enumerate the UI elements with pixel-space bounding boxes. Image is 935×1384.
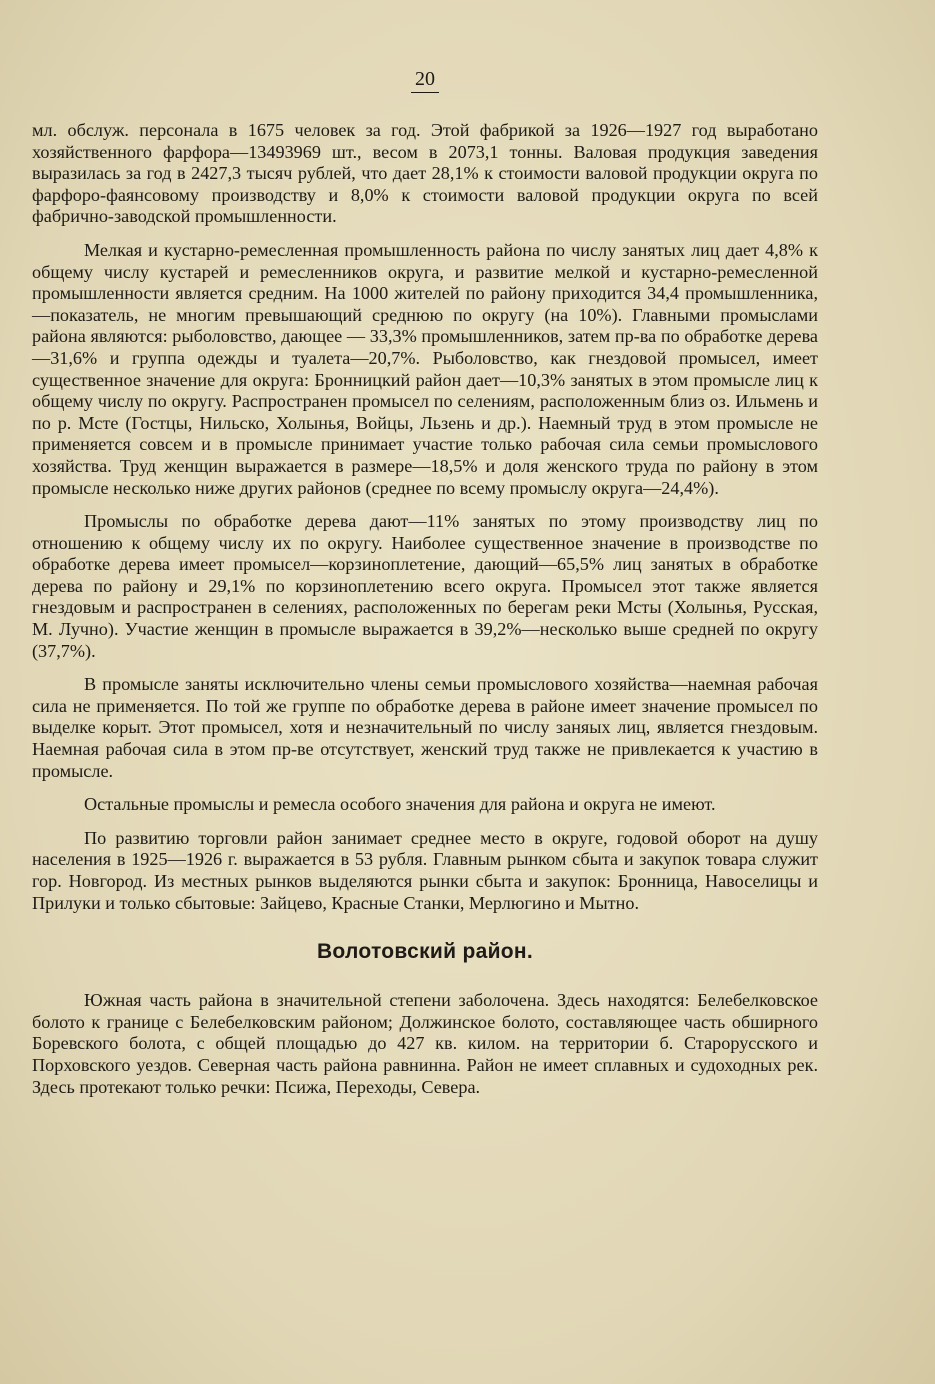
paragraph-trade: По развитию торговли район занимает среднее место в округе, годовой оборот на душу населения в 1925—1926 г. выражается в 53 рубля. Главным рынком сбыта и закупок товара служит гор. Новгород. Из местных рынков выделяются рынки сбыта и закупок: Бронница, Навоселицы и Прилуки и только сбытовые: Зайцево, Красные Станки, Мерлюгино и Мытно. bbox=[32, 827, 818, 913]
paragraph-small-industry: Мелкая и кустарно-ремесленная промышленность района по числу занятых лиц дает 4,8% к общему числу кустарей и ремесленников округа, и развитие мелкой и кустарно-ремесленной промышленности является средним. На 1000 жителей по району приходится 34,4 промышленника,—показатель, не многим превышающий среднюю по округу (на 10%). Главными промыслами района являются: рыболовство, дающее — 33,3% промышленников, затем пр-ва по обработке дерева—31,6% и группа одежды и туалета—20,7%. Рыболовство, как гнездовой промысел, имеет существенное значение для округа: Бронницкий район дает—10,3% занятых в этом промысле лиц к общему числу по округу. Распространен промысел по селениям, расположенным близ оз. Ильмень и по р. Мсте (Гостцы, Нильско, Холынья, Войцы, Льзень и др.). Наемный труд в этом промысле не применяется совсем и в промысле принимает участие только рабочая сила семьи промыслового хозяйства. Труд женщин выражается в размере—18,5% и доля женского труда по району в этом промысле несколько ниже других районов (среднее по всему промыслу округа—24,4%). bbox=[32, 239, 818, 498]
paragraph-woodworking: Промыслы по обработке дерева дают—11% занятых по этому производству лиц по отношению к общему числу их по округу. Наиболее существенное значение в производстве по обработке дерева имеет промысел—корзиноплетение, дающий—65,5% лиц занятых в обработке дерева по району и 29,1% по корзиноплетению всего округа. Промысел этот также является гнездовым и распространен в селениях, расположенных по берегам реки Мсты (Холынья, Русская, М. Лучно). Участие женщин в промысле выражается в 39,2%—несколько выше средней по округу (37,7%). bbox=[32, 511, 818, 661]
paragraph-family-labor: В промысле заняты исключительно члены семьи промыслового хозяйства—наемная рабочая сила не применяется. По той же группе по обработке дерева в районе имеет значение промысел по выделке корыт. Этот промысел, хотя и незначительный по числу заняых лиц, является гнездовым. Наемная рабочая сила в этом пр-ве отсутствует, женский труд также не привлекается к участию в промысле. bbox=[32, 674, 818, 781]
page-number bbox=[0, 68, 850, 91]
paragraph-porcelain-factory: мл. обслуж. персонала в 1675 человек за год. Этой фабрикой за 1926—1927 год выработано хозяйственного фарфора—13493969 шт., весом в 2073,1 тонны. Валовая продукция заведения выразилась за год в 2427,3 тысяч рублей, что дает 28,1% к стоимости валовой продукции округа по фарфоро-фаянсовому производству и 8,0% к стоимости валовой продукции округа по всей фабрично-заводской промышленности. bbox=[32, 120, 818, 227]
paragraph-volotovsky-geography: Южная часть района в значительной степени заболочена. Здесь находятся: Белебелковское болото к границе с Белебелковским районом; Должинское болото, составляющее часть обширного Боревского болота, с общей площадью до 427 кв. килом. на территории б. Старорусского и Порховского уездов. Северная часть района равнинна. Район не имеет сплавных и судоходных рек. Здесь протекают только речки: Псижа, Переходы, Севера. bbox=[32, 990, 818, 1097]
page-number-text: 20 bbox=[411, 68, 439, 93]
section-heading: Волотовский район. bbox=[316, 940, 534, 964]
paragraph-other-crafts: Остальные промыслы и ремесла особого значения для района и округа не имеют. bbox=[84, 794, 716, 815]
page-body bbox=[32, 120, 818, 1110]
